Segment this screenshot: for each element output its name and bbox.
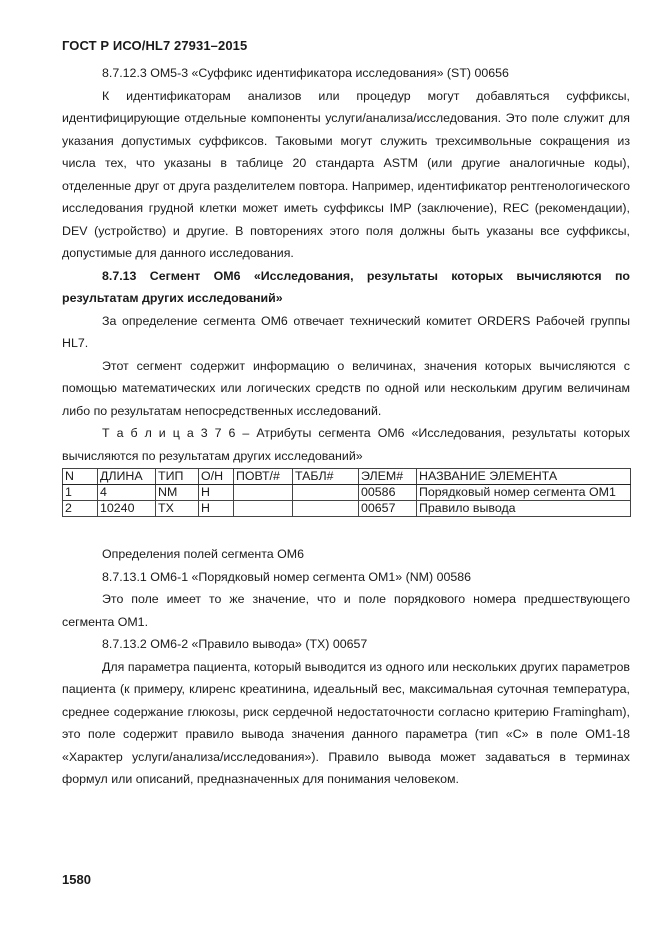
column-header: N [63, 469, 98, 485]
document-body [62, 62, 630, 791]
cell-type: TX [156, 501, 199, 517]
attributes-table [62, 468, 631, 517]
cell-n: 1 [63, 485, 98, 501]
cell-repeat [234, 501, 293, 517]
column-header: ЭЛЕМ# [359, 469, 417, 485]
paragraph: Определения полей сегмента OM6 [102, 547, 304, 561]
cell-element: 00586 [359, 485, 417, 501]
paragraph: К идентификаторам анализов или процедур могут добавляться суффиксы, идентифицирующие отдельные компоненты услуги/анализа/исследования. Это поле служит для указания допустимых суффиксов. Таковыми могут служить трехсимвольные сокращения из числа тех, что указаны в таблице 20 стандарта ASTM (или другие аналогичные коды), отделенные друг от друга разделителем повтора. Например, идентификатор рентгенологического исследования грудной клетки может иметь суффиксы IMP (заключение), REC (рекомендации), DEV (устройство) и другие. В повторениях этого поля должны быть указаны все суффиксы, допустимые для данного исследования. [62, 88, 630, 260]
cell-n: 2 [63, 501, 98, 517]
paragraph: Этот сегмент содержит информацию о величинах, значения которых вычисляются с помощью математических или логических средств по одной или нескольким другим величинам либо по результатам непосредственных исследований. [62, 358, 630, 418]
cell-type: NM [156, 485, 199, 501]
paragraph: За определение сегмента OM6 отвечает технический комитет ORDERS Рабочей группы HL7. [62, 313, 630, 350]
paragraph: 8.7.12.3 OM5-3 «Суффикс идентификатора исследования» (ST) 00656 [102, 66, 509, 80]
cell-required: Н [199, 485, 234, 501]
cell-element-name: Порядковый номер сегмента OM1 [417, 485, 631, 501]
cell-length: 10240 [98, 501, 156, 517]
cell-table [293, 485, 359, 501]
column-header: О/Н [199, 469, 234, 485]
cell-repeat [234, 485, 293, 501]
paragraph: 8.7.13.2 OM6-2 «Правило вывода» (TX) 00657 [102, 637, 368, 651]
page-number: 1580 [62, 872, 91, 887]
cell-length: 4 [98, 485, 156, 501]
table-caption: Т а б л и ц а 3 7 6 – Атрибуты сегмента OM6 «Исследования, результаты которых вычисляются по результатам других исследований» [62, 426, 630, 463]
column-header: ТАБЛ# [293, 469, 359, 485]
table-row [63, 501, 631, 517]
section-heading: 8.7.13 Сегмент OM6 «Исследования, результаты которых вычисляются по результатам других исследований» [62, 268, 630, 305]
paragraph: Это поле имеет то же значение, что и поле порядкового номера предшествующего сегмента OM1. [62, 592, 630, 629]
column-header: ТИП [156, 469, 199, 485]
cell-table [293, 501, 359, 517]
table-row [63, 485, 631, 501]
column-header: НАЗВАНИЕ ЭЛЕМЕНТА [417, 469, 631, 485]
cell-element-name: Правило вывода [417, 501, 631, 517]
paragraph: Для параметра пациента, который выводится из одного или нескольких других параметров пациента (к примеру, клиренс креатинина, идеальный вес, максимальная суточная температура, среднее содержание глюкозы, риск сердечной недостаточности согласно критерию Framingham), это поле содержит правило вывода значения данного параметра (тип «C» в поле OM1-18 «Характер услуги/анализа/исследования»). Правило вывода может задаваться в терминах формул или описаний, предназначенных для понимания человеком. [62, 659, 630, 786]
attributes-table-wrapper [62, 468, 630, 517]
column-header: ДЛИНА [98, 469, 156, 485]
table-header-row [63, 469, 631, 485]
page-header-standard: ГОСТ Р ИСО/HL7 27931–2015 [62, 38, 248, 53]
paragraph: 8.7.13.1 OM6-1 «Порядковый номер сегмента OM1» (NM) 00586 [102, 569, 472, 584]
cell-required: Н [199, 501, 234, 517]
cell-element: 00657 [359, 501, 417, 517]
column-header: ПОВТ/# [234, 469, 293, 485]
